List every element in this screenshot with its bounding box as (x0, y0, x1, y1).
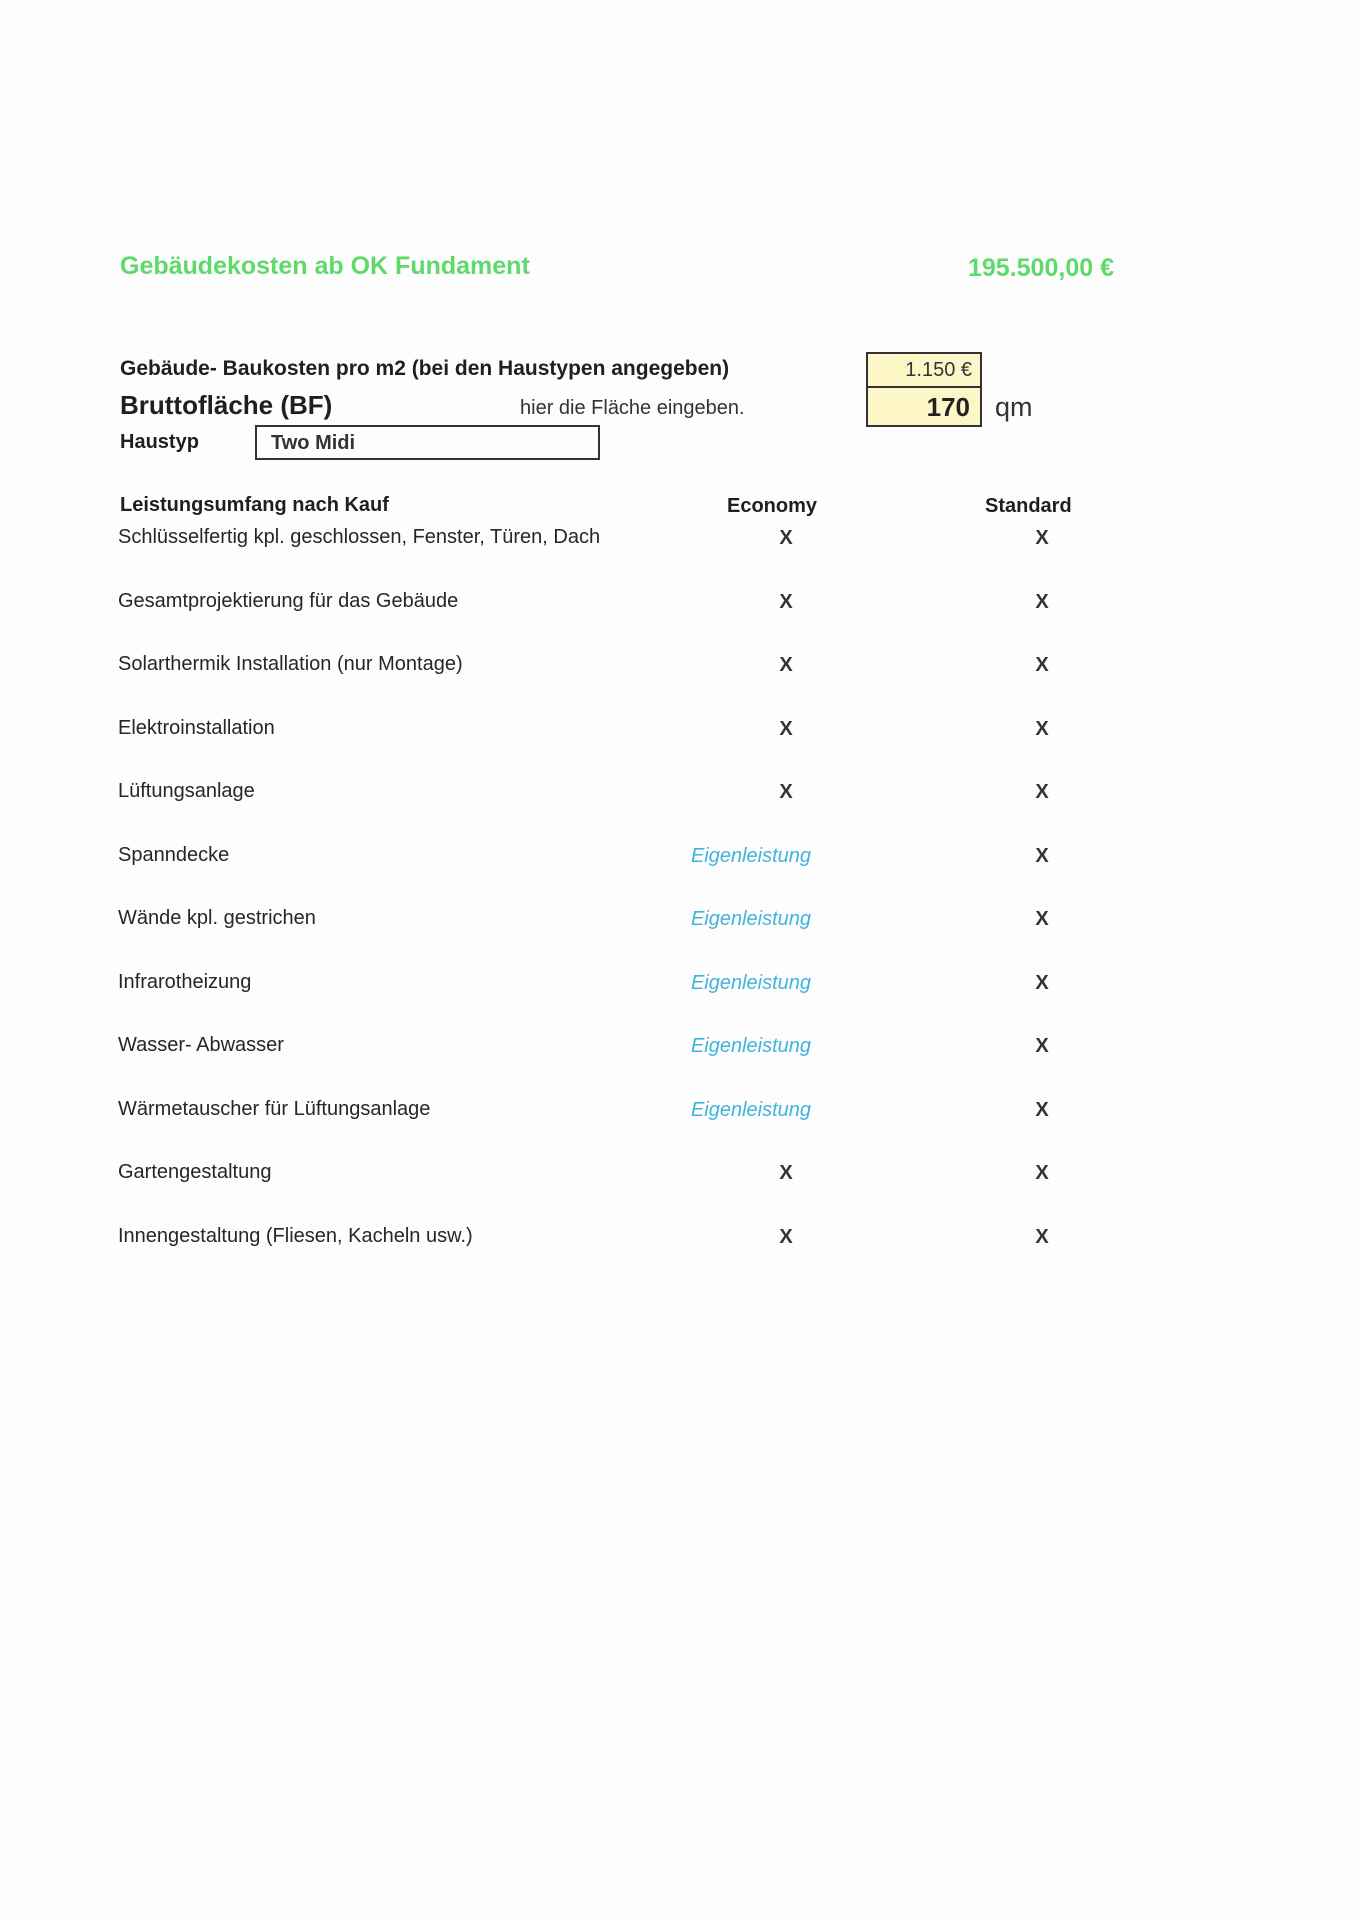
economy-mark: X (779, 1226, 793, 1248)
table-row-label: Wände kpl. gestrichen (118, 907, 316, 929)
economy-mark: X (779, 591, 793, 613)
table-row-label: Schlüsselfertig kpl. geschlossen, Fenster, Türen, Dach (118, 526, 601, 548)
economy-mark: X (779, 718, 793, 740)
table-row-label: Gesamtprojektierung für das Gebäude (118, 590, 459, 612)
table-row-label: Innengestaltung (Fliesen, Kacheln usw.) (118, 1225, 473, 1247)
economy-eigenleistung: Eigenleistung (690, 972, 812, 994)
area-value: 170 (926, 392, 970, 422)
area-hint: hier die Fläche eingeben. (520, 397, 745, 419)
table-row-label: Solarthermik Installation (nur Montage) (118, 653, 463, 675)
table-row-label: Wärmetauscher für Lüftungsanlage (118, 1098, 431, 1120)
cost-per-m2-field[interactable] (866, 352, 982, 388)
col-economy: Economy (727, 495, 818, 517)
table-row-label: Wasser- Abwasser (118, 1034, 284, 1056)
standard-mark: X (1035, 781, 1049, 803)
standard-mark: X (1035, 1226, 1049, 1248)
economy-eigenleistung: Eigenleistung (690, 1035, 812, 1057)
economy-eigenleistung: Eigenleistung (690, 845, 812, 867)
standard-mark: X (1035, 718, 1049, 740)
col-standard: Standard (985, 495, 1072, 517)
area-unit: qm (995, 392, 1033, 422)
scope-header: Leistungsumfang nach Kauf (120, 494, 389, 516)
standard-mark: X (1035, 591, 1049, 613)
area-label: Bruttofläche (BF) (120, 390, 333, 420)
house-type-value: Two Midi (271, 432, 356, 454)
table-row-label: Elektroinstallation (118, 717, 275, 739)
standard-mark: X (1035, 972, 1049, 994)
house-type-field[interactable] (255, 425, 600, 460)
economy-mark: X (779, 781, 793, 803)
standard-mark: X (1035, 1099, 1049, 1121)
economy-mark: X (779, 527, 793, 549)
standard-mark: X (1035, 1035, 1049, 1057)
table-row-label: Lüftungsanlage (118, 780, 255, 802)
economy-mark: X (779, 654, 793, 676)
page-title: Gebäudekosten ab OK Fundament (120, 252, 530, 280)
economy-eigenleistung: Eigenleistung (690, 908, 812, 930)
table-row-label: Spanndecke (118, 844, 230, 866)
cost-per-m2-value: 1.150 € (905, 359, 972, 381)
area-input[interactable] (866, 386, 982, 427)
standard-mark: X (1035, 845, 1049, 867)
cost-per-m2-label: Gebäude- Baukosten pro m2 (bei den Haustypen angegeben) (120, 357, 730, 380)
standard-mark: X (1035, 654, 1049, 676)
economy-mark: X (779, 1162, 793, 1184)
economy-eigenleistung: Eigenleistung (690, 1099, 812, 1121)
standard-mark: X (1035, 908, 1049, 930)
standard-mark: X (1035, 1162, 1049, 1184)
total-cost: 195.500,00 € (968, 254, 1114, 282)
house-type-label: Haustyp (120, 431, 199, 453)
standard-mark: X (1035, 527, 1049, 549)
table-row-label: Gartengestaltung (118, 1161, 272, 1183)
table-row-label: Infrarotheizung (118, 971, 252, 993)
